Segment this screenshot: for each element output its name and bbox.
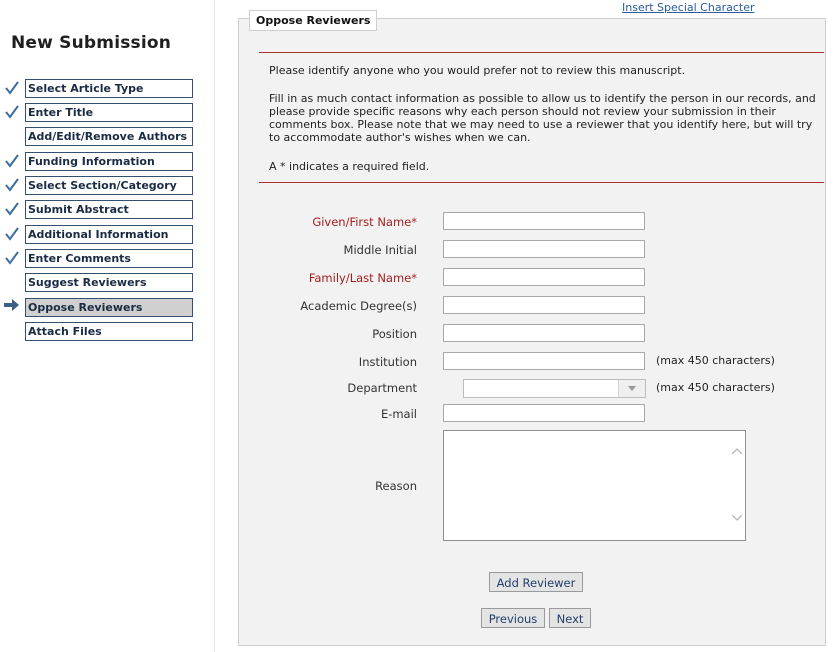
- page-title: New Submission: [11, 33, 172, 53]
- given-name-input[interactable]: [443, 212, 645, 230]
- step-oppose-reviewers[interactable]: Oppose Reviewers: [25, 298, 193, 317]
- insert-special-character-link[interactable]: Insert Special Character: [622, 1, 755, 14]
- check-icon: [5, 81, 19, 95]
- step-funding-information[interactable]: Funding Information: [25, 152, 193, 171]
- step-attach-files[interactable]: Attach Files: [25, 322, 193, 341]
- check-icon: [5, 154, 19, 168]
- institution-label: Institution: [358, 355, 417, 369]
- step-select-section-category[interactable]: Select Section/Category: [25, 176, 193, 195]
- step-enter-title[interactable]: Enter Title: [25, 103, 193, 122]
- step-submit-abstract[interactable]: Submit Abstract: [25, 200, 193, 219]
- degree-label: Academic Degree(s): [300, 299, 417, 313]
- chevron-down-icon[interactable]: [732, 515, 742, 521]
- family-name-label: Family/Last Name*: [308, 271, 417, 285]
- dropdown-button[interactable]: [618, 380, 645, 397]
- intro-text: Please identify anyone who you would prefer not to review this manuscript.: [269, 64, 686, 77]
- step-select-article-type[interactable]: Select Article Type: [25, 79, 193, 98]
- department-select[interactable]: [463, 379, 646, 398]
- chevron-up-icon[interactable]: [732, 448, 742, 454]
- department-label: Department: [347, 381, 417, 395]
- department-note: (max 450 characters): [656, 381, 775, 394]
- sidebar: [0, 0, 215, 652]
- position-input[interactable]: [443, 324, 645, 342]
- check-icon: [5, 105, 19, 119]
- position-label: Position: [372, 327, 417, 341]
- next-button[interactable]: Next: [549, 608, 591, 628]
- step-suggest-reviewers[interactable]: Suggest Reviewers: [25, 273, 193, 292]
- degree-input[interactable]: [443, 296, 645, 314]
- check-icon: [5, 202, 19, 216]
- step-enter-comments[interactable]: Enter Comments: [25, 249, 193, 268]
- divider: [259, 182, 824, 183]
- check-icon: [5, 251, 19, 265]
- family-name-input[interactable]: [443, 268, 645, 286]
- step-additional-information[interactable]: Additional Information: [25, 225, 193, 244]
- middle-initial-input[interactable]: [443, 240, 645, 258]
- add-reviewer-button[interactable]: Add Reviewer: [489, 572, 583, 592]
- email-input[interactable]: [443, 404, 645, 422]
- check-icon: [5, 227, 19, 241]
- institution-input[interactable]: [443, 352, 645, 370]
- reason-label: Reason: [375, 479, 417, 493]
- email-label: E-mail: [380, 407, 417, 421]
- given-name-label: Given/First Name*: [312, 215, 417, 229]
- required-note: A * indicates a required field.: [269, 160, 430, 173]
- chevron-down-icon: [628, 386, 636, 391]
- step-add-edit-remove-authors[interactable]: Add/Edit/Remove Authors: [25, 127, 193, 146]
- middle-initial-label: Middle Initial: [343, 243, 417, 257]
- reason-textarea[interactable]: [443, 430, 746, 541]
- instructions-text: Fill in as much contact information as possible to allow us to identify the person in our records, and please provide specific reasons why each person should not review your submission in their comments box. Please note that we may need to use a reviewer that you identify here, but will try to accommodate author's wishes when we can.: [269, 92, 816, 144]
- previous-button[interactable]: Previous: [481, 608, 545, 628]
- divider: [259, 52, 824, 53]
- arrow-right-icon: [4, 299, 19, 311]
- scrollbar[interactable]: [729, 431, 745, 540]
- check-icon: [5, 178, 19, 192]
- section-title: Oppose Reviewers: [249, 10, 377, 31]
- institution-note: (max 450 characters): [656, 354, 775, 367]
